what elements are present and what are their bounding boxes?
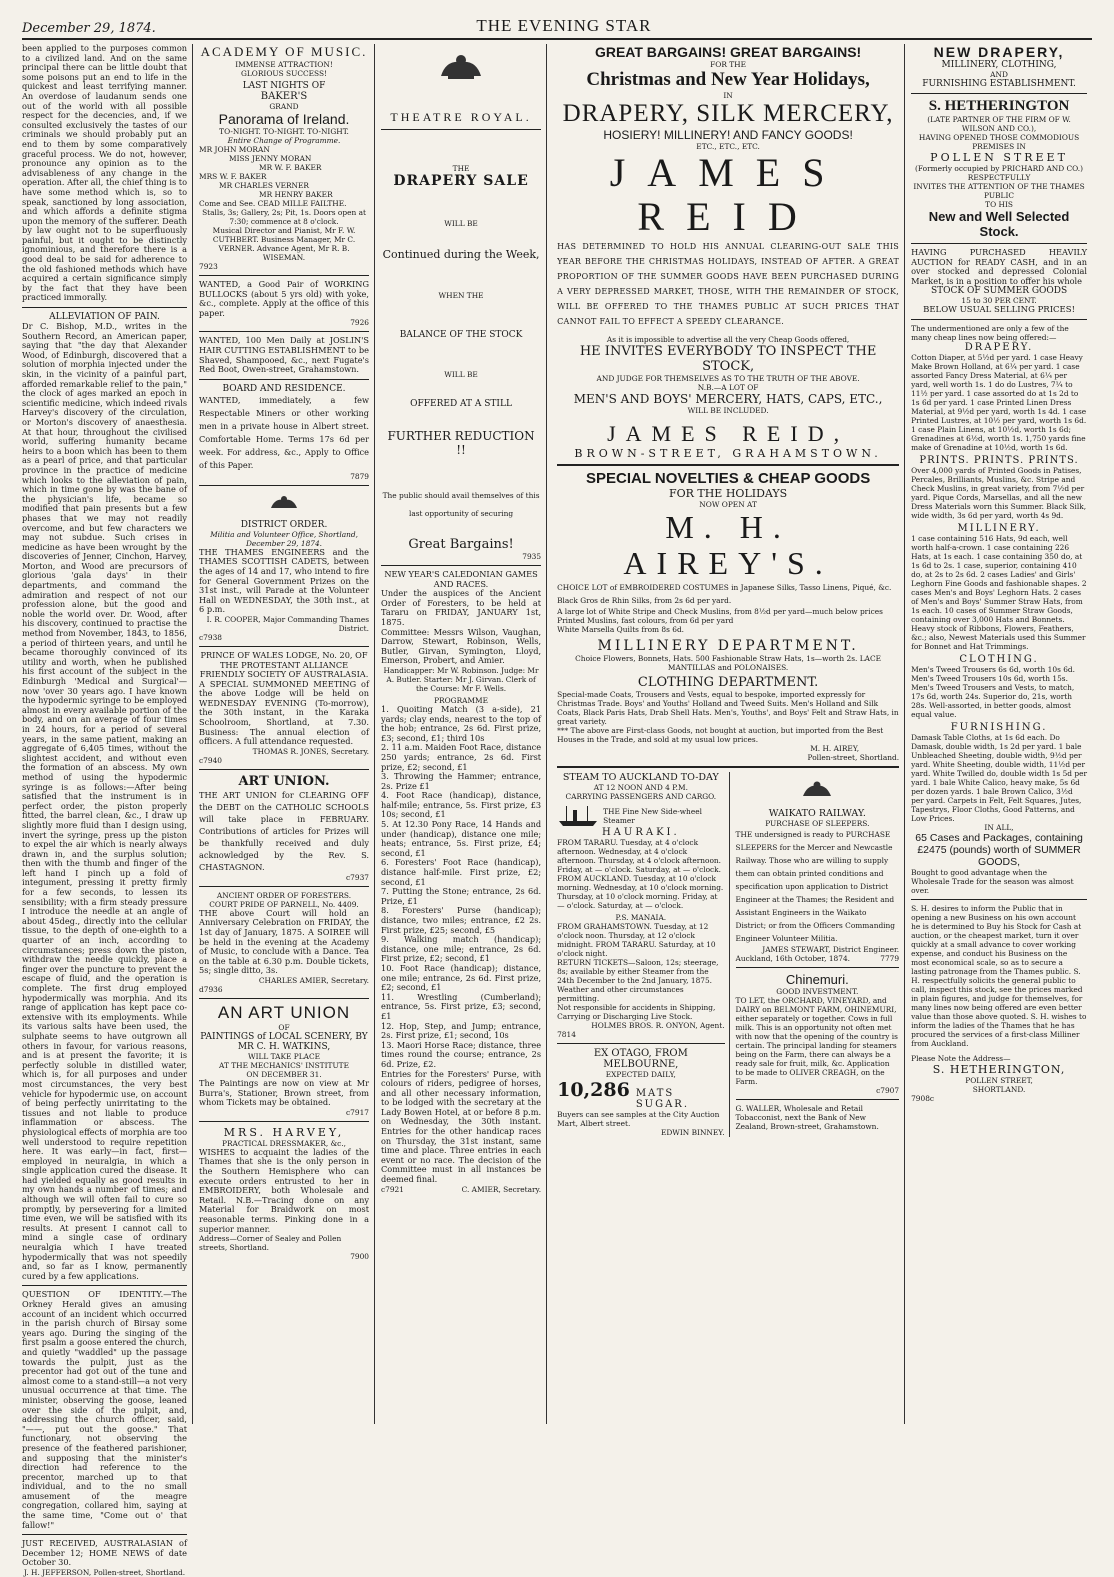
cast-member: MRS W. F. BAKER: [199, 172, 267, 181]
caledonian-signature: C. AMIER, Secretary.: [461, 1184, 542, 1194]
mercery-headline: MEN'S AND BOYS' MERCERY, HATS, CAPS, ETC.,: [573, 392, 883, 406]
pain-heading: ALLEVIATION OF PAIN.: [49, 312, 160, 323]
millinery-heading: MILLINERY DEPARTMENT.: [597, 638, 859, 654]
column-3: [381, 44, 547, 1424]
programme-list: [381, 705, 541, 1070]
special-headline: SPECIAL NOVELTIES & CHEAP GOODS: [585, 470, 871, 487]
paintings-body: The Paintings are now on view at Mr Burra's, Stationer, Brown street, from whom Tickets may be obtained.: [199, 1078, 369, 1108]
list-item: 8. Foresters' Purse (handicap); distance, two miles; entrance, £2 2s. First prize, £25; second, £5: [381, 905, 542, 935]
mats-sugar: MATS SUGAR.: [635, 1088, 690, 1110]
pain-article: Dr C. Bishop, M.D., writes in the Southern Record, an American paper, saying that "the day that Alexander Wood, of Edinburgh, discovered that a solution of morphia injected under the skin, in the vicinity of a painful part, afforded remarkable relief to the pain," the clock of ages marked an epoch in scientific medicine, which indeed rivals Harvey's discovery of the circulation, or Morton's discovery of anaesthesia. At that hour, throughout the civilised world, suffering humanity became heirs to a boon which has been to them as a pearl of price, and that particular province in the practice of medicine which looks to the alleviation of pain, which in time gone by was the bane of the physician's life, became so modified that pain presents but a few phases that we may not readily overcome, and but few characters we may not subdue. Such crises in medicine as have been wrought by the discoveries of Jenner, Cinchon, Harvey, Morton, and Wood are precursors of glorious 'gala days' in their departments, and command the admiration and respect of not our profession alone, but the good and noble the world over. Dr. Wood, after his discovery, continued to practise the method from November, 1843, to 1856, a period of thirteen years, and until he became thoroughly convinced of its utility and worth, when he published his first account of the subject in the Edinburgh 'Medical and Surgical'—now 'over 30 years ago. I have known the hypodermic syringe to be employed almost in every available portion of the body, and on an average of four times in 24 hours, for a period of several years, in the same patient, making an aggregate of 6,405 times, without the slightest accident, and without even the formation of an abscess. My own method of using the hypodermic syringe is as follows:—After being satisfied that the instrument is in perfect order, the piston properly fitted, the barrel clean, &c., I draw up slightly more fluid than I design using, invert the syringe, press up the piston to expel the air which is nearly always drawn in, and the surplus solution; then with the thumb and finger of the left hand I pinch up a fold of integument, pressing it pretty firmly for a few seconds, to lessen its sensibility; with a firm steady pressure I introduce the needle at an angle of about 45deg., directly into the cellular tissue, to the depth of one-eighth to a quarter of an inch, according to circumstances; press down the piston, withdraw the needle quickly, place a finger over the puncture to prevent the escape of fluid, and the operation is complete. The first drug employed hypodermically was morphia. And its range of application has kept pace co-extensive with its employments. While its various salts have been used, the sulphate seems to have outgrown all others in favour, for various reasons, and is at present the favorite; it is perfectly soluble in distilled water, which is, for all purposes and under most circumstances, the very best vehicle for hypodermic use, on account of being perfectly unirritating to the tissues and not liable to produce inflammation or abscess. The physiological effects of morphia are too well understood to require repetition here. It was early—in fact, first—employed in neuralgia, in which a single application cured the disease. It had yielded equally as good results in my own hands a number of times; and although we will often fail to cure so promptly, by persevering for a limited time even, we will be satisfied with its results. At present I cannot call to mind a single case of ordinary neuralgia which I have treated hypodermically that was not speedily and, so far as I know, permanently cured by a few applications.: [22, 321, 188, 1281]
chinemuri-heading: Chinemuri.: [785, 972, 849, 987]
waller-ad: G. WALLER, Wholesale and Retail Tobacconist, next the Bank of New Zealand, Brown-street, Grahamstown.: [735, 1104, 879, 1131]
bottom-ads: [557, 772, 899, 1137]
panorama-title: Panorama of Ireland.: [218, 111, 350, 127]
column-4: [553, 44, 905, 1424]
list-item: 4. Foot Race (handicap), distance, half-mile; entrance, 5s. First prize, £3 10s; second, £1: [381, 790, 542, 820]
new-drapery-heading: NEW DRAPERY,: [933, 44, 1065, 60]
bought-note: Bought to good advantage when the Wholesale Trade for the season was almost over.: [911, 868, 1074, 896]
columns: [22, 43, 1092, 1577]
list-item: 2. 11 a.m. Maiden Foot Race, distance 250 yards; entrance, 2s 6d. First prize, £2; second, £1: [381, 742, 542, 772]
pollen-st: POLLEN STREET,: [965, 1076, 1033, 1086]
not-responsible: Not responsible for accidents in Shipping, Carrying or Discharging Live Stock.: [557, 1003, 716, 1021]
for-the: FOR THE: [710, 60, 747, 69]
cast-member: MR JOHN MORAN: [199, 145, 270, 154]
prints-heading: PRINTS. PRINTS. PRINTS.: [919, 455, 1079, 467]
officials: Handicapper: Mr W. Robinson. Judge: Mr A. Butler. Starter: Mr J. Girvan. Clerk of the Course: Mr F. Wells.: [383, 665, 539, 693]
royal-crest-icon: [799, 780, 835, 800]
column-5: [911, 44, 1092, 1424]
caledonian-intro: Under the auspices of the Ancient Order of Foresters, to be held at Tararu on FRIDAY, JANUARY 1st, 1875.: [381, 588, 542, 627]
district-office: Militia and Volunteer Office, Shortland, December 29, 1874.: [210, 529, 358, 548]
last-nights: LAST NIGHTS OF: [242, 81, 326, 91]
holidays-headline: Christmas and New Year Holidays,: [586, 69, 870, 90]
prince-signature: THOMAS R. JONES, Secretary.: [252, 746, 369, 756]
choice-lot: CHOICE LOT of EMBROIDERED COSTUMES in Japanese Silks, Tasso Linens, Piqué, &c. Black Gros de Rhin Silks, from 2s 6d per yard.: [557, 583, 892, 605]
district-body: THE THAMES ENGINEERS and the THAMES SCOTTISH CADETS, between the ages of 14 and 17, who intend to fire for General Government Prizes on the 31st inst., will Parade at the Volunteer Hall on WEDNESDAY, the 30th inst., at 6 p.m.: [199, 546, 369, 615]
offered: OFFERED AT A STILL: [410, 399, 512, 409]
list-item: 13. Maori Horse Race; distance, three times round the course; entrance, 2s 6d. Prize, £2.: [381, 1039, 542, 1069]
furnishing: FURNISHING ESTABLISHMENT.: [922, 79, 1076, 89]
included-note: WILL BE INCLUDED.: [687, 406, 769, 415]
list-item: 7. Putting the Stone; entrance, 2s 6d. Prize, £1: [381, 886, 542, 906]
harvey-body: WISHES to acquaint the ladies of the Thames that she is the only person in the Southern Hemisphere who can execute orders entrusted to her in EMBROIDERY, both Wholesale and Retail. N.B.—Tracing done on any Material for Braidwork on most reasonable terms. Pinking done in a superior manner.: [199, 1146, 369, 1234]
now-open: NOW OPEN AT: [699, 500, 757, 509]
hetherington-heading: S. HETHERINGTON: [928, 98, 1070, 114]
clothing-heading: CLOTHING.: [959, 654, 1039, 666]
drapery-sale: DRAPERY SALE: [393, 173, 529, 189]
new-stock: New and Well Selected Stock.: [928, 209, 1070, 239]
mats-number: 10,286: [557, 1079, 630, 1101]
jefferson-signature: J. H. JEFFERSON, Pollen-street, Shortland.: [23, 1568, 186, 1577]
large-lot: A large lot of White Stripe and Check Muslins, from 8½d per yard—much below prices: [557, 607, 883, 616]
balance: BALANCE OF THE STOCK: [399, 330, 523, 340]
carrying: CARRYING PASSENGERS AND CARGO.: [565, 792, 717, 801]
railway-ad-column: [736, 772, 900, 1137]
ref-number: 7935: [522, 552, 542, 561]
column-2: [199, 44, 375, 1424]
staff: Musical Director and Pianist, Mr F. W. CUTHBERT. Business Manager, Mr C. VERNER. Advance Agent, Mr R. B. WISEMAN.: [212, 226, 356, 262]
ref-number: d7936: [199, 985, 223, 994]
grand: GRAND: [269, 102, 299, 111]
clothing-body: Special-made Coats, Trousers and Vests, equal to bespoke, imported expressly for Christmas Trade. Boys' and Youths' Holland and Tweed Suits. Men's Holland and Silk Coats, Black Paris Hats, Drab Shell Hats. Men's, Youths', and Boys' Felt and Straw Hats, in great variety.: [557, 690, 899, 726]
list-item: 3. Throwing the Hammer; entrance, 2s. Prize £1: [381, 771, 542, 791]
jefferson-ad: JUST RECEIVED, AUSTRALASIAN of December 12; HOME NEWS of date October 30.: [22, 1538, 188, 1568]
court-heading: COURT PRIDE OF PARNELL, No. 4409.: [209, 899, 359, 909]
art-union-body: THE ART UNION for CLEARING OFF the DEBT on the CATHOLIC SCHOOLS will take place in FEBRUARY. Contributions of articles for Prizes will be thankfully received and duly acknowledged by the Rev. S. CHASTAGNON.: [199, 789, 369, 872]
otago-heading: EX OTAGO, FROM MELBOURNE,: [593, 1048, 688, 1070]
further-reduction: FURTHER REDUCTION !!: [387, 429, 535, 457]
clothing-body: Men's Tweed Trousers 6s 6d, worth 10s 6d. Men's Tweed Trousers 10s 6d, worth 15s. Men's Tweed Trousers and Vests, to match, 17s 6d, worth 24s. Superior do, 21s, worth 28s. Well-assorted, in better goods, almost equal value.: [911, 665, 1075, 720]
shortland: SHORTLAND.: [972, 1085, 1026, 1095]
immense-attraction: IMMENSE ATTRACTION!: [235, 60, 333, 69]
marsella-quilts: White Marsella Quilts from 8s 6d.: [557, 625, 685, 634]
entire-change: Entire Change of Programme.: [227, 136, 341, 145]
informs-note: S. H. desires to inform the Public that in opening a new Business on his own account he is determined to Buy his Stock for Cash at auction, or the cheapest market, turn it over quickly at a small advance to cover working expense, and conduct his Business on the most economical scale, so as to secure a lasting patronage from the Thames public. S. H. respectfully solicits the general public to call, inspect this stock, see the prices marked in plain figures, and judge for themselves, for many lines now being offered are even better value than those above quoted. S. H. wishes to inform the ladies of the Thames that he has procured the services of a first-class Milliner from Auckland.: [911, 904, 1087, 1049]
drapery-heading: DRAPERY.: [964, 342, 1034, 354]
prince-heading: PRINCE OF WALES LODGE, No. 20, OF THE PROTESTANT ALLIANCE FRIENDLY SOCIETY OF AUSTRALASIA.: [199, 649, 369, 680]
waikato-heading: WAIKATO RAILWAY.: [768, 808, 866, 819]
academy-heading: ACADEMY OF MUSIC.: [200, 44, 368, 59]
ref-number: c7907: [876, 1086, 900, 1095]
holmes-bros: HOLMES BROS. R. ONYON, Agent.: [591, 1021, 725, 1030]
ref-number: 7926: [350, 318, 369, 328]
committee: Committee: Messrs Wilson, Vaughan, Darrow, Stewart, Robinson, Wells, Butler, Girvan, Symington, Lloyd, Emerson, Probert, and Amier.: [381, 626, 542, 666]
list-item: 6. Foresters' Foot Race (handicap), distance half-mile. First prize, £2; second, £1: [381, 857, 542, 887]
royal-crest-icon: [267, 494, 301, 512]
masthead: [22, 14, 1092, 40]
ref-number: 7879: [350, 471, 369, 481]
cast-member: MR W. F. BAKER: [259, 163, 322, 172]
etc: ETC., ETC., ETC.: [696, 142, 760, 151]
good-investment: GOOD INVESTMENT.: [776, 987, 859, 996]
list-item: 10. Foot Race (handicap); distance, one mile; entrance, 2s 6d. First prize, £2; second, £1: [381, 962, 542, 993]
expected-daily: EXPECTED DAILY,: [605, 1070, 676, 1079]
first-class-note: *** The above are First-class Goods, not bought at auction, but imported from the Best Houses in the Trade, and sold at my usual low prices.: [557, 726, 884, 744]
ref-number: 7923: [199, 262, 218, 271]
hauraki-schedule: FROM TARARU. Tuesday, at 4 o'clock afternoon. Wednesday, at 4 o'clock afternoon. Thursday, at 4 o'clock afternoon. Friday, at — o'clock. Saturday, at — o'clock. FROM AUCKLAND. Tuesday, at 10 o'clock morning. Wednesday, at 10 o'clock morning. Thursday, at 10 o'clock morning. Friday, at — o'clock. Saturday, at — o'clock.: [557, 838, 724, 910]
great-bargains: Great Bargains!: [408, 537, 514, 552]
wanted-men: WANTED, 100 Men Daily at JOSLIN'S HAIR CUTTING ESTABLISHMENT to be Shaved, Shampooed, &c., next Fugate's Red Boot, Owen-street, Grahamstown.: [199, 335, 369, 375]
respectfully: RESPECTFULLY: [967, 173, 1031, 182]
undermentioned: The undermentioned are only a few of the many cheap lines now being offered:—: [911, 324, 1069, 343]
auckland-date: Auckland, 16th October, 1874.: [735, 954, 851, 963]
steamship-icon: [557, 805, 599, 827]
wanted-bullocks: WANTED, a Good Pair of WORKING BULLOCKS (about 5 yrs old) with yoke, &c., complete. Apply at the office of this paper.: [199, 279, 369, 318]
list-item: 12. Hop, Step, and Jump; entrance, 2s. First prize, £1; second, 10s: [381, 1020, 542, 1041]
return-tickets: RETURN TICKETS—Saloon, 12s; steerage, 8s; available by either Steamer from the 24th December to the 2nd January, 1875. Weather and other circumstances permitting.: [557, 958, 719, 1003]
having-purchased: HAVING PURCHASED HEAVILY AUCTION for READY CASH, and in an over stocked and depressed Colonial Market, is in a position to offer his whole: [911, 247, 1087, 286]
public-notice: The public should avail themselves of this last opportunity of securing: [382, 491, 540, 518]
reid-address: BROWN-STREET, GRAHAMSTOWN.: [574, 447, 882, 460]
list-item: 9. Walking match (handicap); distance, one mile; entrance, 2s 6d. First prize, £2; second, £1: [381, 934, 542, 964]
list-item: 1. Quoiting Match (3 a-side), 21 yards; clay ends, nearest to the top of the hob; entrance, 2s 6d. First prize, £3; second, £1; third 10s: [381, 703, 542, 743]
caledonian-heading: NEW YEAR'S CALEDONIAN GAMES AND RACES.: [384, 569, 538, 589]
come-and-see: Come and See. CEAD MILLE FAILTHE.: [199, 199, 347, 208]
james-reid-headline: JAMES REID: [609, 150, 847, 239]
prints-body: Over 4,000 yards of Printed Goods in Patises, Percales, Brilliants, Muslins, &c. Stripe and Check Muslins, in great variety, from 7½d per yard. Pique Cords, Marsellas, and all the new Dress Materials worn this Summer. Black Silk, wide width, 3s 6d per yard, worth 4s 9d.: [911, 466, 1087, 521]
printed-muslins: Printed Muslins, fast colours, from 6d per yard: [557, 616, 734, 625]
reid-signature: JAMES REID,: [607, 421, 850, 446]
will-be: WILL BE: [444, 370, 478, 379]
foresters-heading: ANCIENT ORDER OF FORESTERS.: [216, 890, 352, 900]
great-bargains-headline: GREAT BARGAINS! GREAT BARGAINS!: [594, 44, 862, 60]
the: THE: [452, 164, 470, 173]
prince-body: A SPECIAL SUMMONED MEETING of the above Lodge will be held on WEDNESDAY EVENING (To-morrow), the 30th instant, in the Karaka Schoolroom, Shortland, at 7.30. Business: The annual election of officers. A full attendance requested.: [199, 678, 369, 747]
when-the: WHEN THE: [438, 291, 484, 300]
clothing-heading: CLOTHING DEPARTMENT.: [637, 675, 819, 690]
in: IN: [723, 91, 733, 100]
royal-crest-icon: [436, 52, 486, 82]
bakers: BAKER'S: [260, 91, 308, 102]
theatre-heading: THEATRE ROYAL.: [390, 110, 532, 124]
ref-number: c7940: [199, 755, 222, 765]
judge-note: AND JUDGE FOR THEMSELVES AS TO THE TRUTH OF THE ABOVE.: [596, 374, 860, 383]
continued: Continued during the Week,: [382, 248, 540, 261]
will-be: WILL BE: [444, 219, 478, 228]
hauraki: HAURAKI.: [601, 827, 680, 838]
cast-member: MR CHARLES VERNER: [219, 181, 309, 190]
manaia: P.S. MANAIA.: [615, 913, 667, 922]
formerly: (Formerly occupied by PRICHARD AND CO.): [915, 164, 1084, 173]
steam-heading: STEAM TO AUCKLAND TO-DAY: [562, 772, 719, 783]
of: OF: [278, 1023, 290, 1032]
art-union-heading: ART UNION.: [238, 773, 330, 789]
cast-list: [199, 145, 369, 199]
paper-title: THE EVENING STAR: [476, 16, 652, 35]
district-heading: DISTRICT ORDER.: [240, 519, 328, 530]
airey-address: Pollen-street, Shortland.: [807, 753, 900, 762]
to-his: TO HIS: [985, 200, 1013, 209]
hauraki-intro: THE Fine New Side-wheel Steamer: [603, 807, 702, 825]
board-heading: BOARD AND RESIDENCE.: [222, 383, 346, 394]
harvey-heading: MRS. HARVEY,: [223, 1125, 345, 1139]
cast-member: MR HENRY BAKER: [259, 190, 333, 199]
will-take-place: WILL TAKE PLACE: [247, 1052, 321, 1061]
harvey-address: Address—Corner of Sealey and Pollen streets, Shortland.: [199, 1234, 342, 1253]
buyers-note: Buyers can see samples at the City Auction Mart, Albert street.: [557, 1110, 720, 1128]
manaia-schedule: FROM GRAHAMSTOWN. Tuesday, at 12 o'clock noon. Thursday, at 12 o'clock midnight. FROM TARARU. Saturday, at 10 o'clock night.: [557, 922, 716, 958]
furnishing-body: Damask Table Cloths, at 1s 6d each. Do Damask, double width, 1s 2d per yard. 1 bale Unbleached Sheeting, double width, 9½d per yard. White Sheeting, double width, 11½d per yard. White Twilled do, double width 1s 5d per yard. 1 bale White Calico, heavy make, 5s 6d per dozen yards. 1 bale Brown Calico, 3½d per yard. Carpets in Felt, Felt Squares, Jutes, Tapestrys, Floor Cloths, Good Patterns, and Low Prices.: [911, 733, 1087, 824]
airey-signature: M. H. AIREY,: [810, 744, 860, 753]
millinery-heading: MILLINERY.: [957, 523, 1041, 535]
on-december: ON DECEMBER 31.: [246, 1070, 322, 1079]
and: AND: [990, 70, 1008, 79]
board-body: WANTED, immediately, a few Respectable Miners or other working men in a private house in Albert street. Comfortable Home. Terms 17s 6d per week. For address, &c., Apply to Office of this Paper.: [199, 394, 369, 470]
airey-headline: M. H. AIREY'S.: [623, 509, 833, 581]
list-item: 11. Wrestling (Cumberland); entrance, 5s. First prize, £3; second, £1: [381, 991, 542, 1021]
sleepers-heading: PURCHASE OF SLEEPERS.: [765, 819, 870, 828]
stock-summer: STOCK OF SUMMER GOODS: [930, 286, 1068, 297]
ref-number: 7908c: [911, 1094, 935, 1104]
millinery-body: Choice Flowers, Bonnets, Hats. 500 Fashionable Straw Hats, 1s—worth 2s. LACE MANTILLAS and POLONAISES.: [575, 654, 882, 672]
invites: INVITES THE ATTENTION OF THE THAMES PUBLIC: [913, 182, 1085, 200]
stewart-signature: JAMES STEWART, District Engineer.: [762, 945, 900, 954]
ref-number: c7938: [199, 632, 222, 642]
steam-time: AT 12 NOON AND 4 P.M.: [593, 783, 688, 792]
article-intro: been applied to the purposes common to a civilized land. And on the same principal there can be little doubt that some poisons put an end to life in the quickest and least terrifying manner. An overdose of laudanum sends one out of the world with all possible respect for the decencies, and, if we consulted exclusively the tastes of our criminals we should probably put an end to them by some comparatively graceful process. We do not, however, pronounce any opinion as to the advisableness of any change in the operation. After all, the chief thing is to have some method which is, so to speak, sanctioned by long association, and which affords a definite stigma upon the memory of the sufferer. Death by law ought not to be superfluously painful, but it ought to be distinctly ignominious, and therefore there is a good deal to be said for adherence to the old fashioned methods which have acquired a certain significance simply by the fact that they have been practiced immorally.: [22, 43, 188, 303]
district-signature: I. R. COOPER, Major Commanding Thames District.: [206, 614, 369, 633]
ref-number: c7917: [346, 1107, 369, 1117]
late-partner: (LATE PARTNER OF THE FIRM OF W. WILSON AND CO.),: [927, 115, 1071, 133]
millinery-body: 1 case containing 516 Hats, 9d each, well worth half-a-crown. 1 case containing 226 Hats, at 1s each. 1 case containing 350 do, at 1s 6d to 2s. 1 case, superior, containing 410 do, at 2s to 2s 6d. 2 cases Ladies' and Girls' Leghorn Fine Goods and fashionable shapes. 2 cases Men's and Boys' Leghorn Hats. 2 cases of Men's and Boys' Summer Straw Hats, from 1s each. 10 cases of Summer Straw Goods, containing over 3,000 Hats and Bonnets. Heavy stock of Ribbons, Flowers, Feathers, &c.; also, Newest Materials used this Summer for Bonnet and Hat Trimmings.: [911, 534, 1087, 652]
entries-notice: Entries for the Foresters' Purse, with colours of riders, pedigree of horses, and all other necessary information, to be lodged with the secretary at the Lady Bowen Hotel, at or before 8 p.m. on Wednesday, the 30th instant. Entries for the other handicap races on Thursday, the 31st instant, same time and place. Three entries in each event or no race. The decision of the Committee must in all instances be deemed final.: [381, 1068, 542, 1185]
glorious-success: GLORIOUS SUCCESS!: [241, 69, 328, 78]
list-item: 5. At 12.30 Pony Race, 14 Hands and under (handicap), distance one mile; heats; entrance, 5s. First prize, £4; second, £1: [381, 819, 542, 858]
furnishing-heading: FURNISHING.: [950, 722, 1048, 734]
in-all: IN ALL,: [984, 823, 1014, 833]
prices: Stalls, 3s; Gallery, 2s; Pit, 1s. Doors open at 7:30; commence at 8 o'clock.: [202, 208, 366, 226]
tonight: TO-NIGHT. TO-NIGHT. TO-NIGHT.: [219, 127, 349, 136]
an-art-union: AN ART UNION: [217, 1003, 351, 1022]
waikato-body: THE undersigned is ready to PURCHASE SLEEPERS for the Mercer and Newcastle Railway. Those who are willing to supply them can obtain printed conditions and specification upon application to District Engineer at the Thames; the Resident and Assistant Engineers in the Waikato District; or from the Officers Commanding Engineer Volunteer Militia.: [735, 830, 896, 943]
impossible-note: As it is impossible to advertise all the very Cheap Goods offered,: [606, 335, 850, 344]
harvey-sub: PRACTICAL DRESSMAKER, &c.,: [222, 1138, 347, 1148]
reid-body: HAS DETERMINED TO HOLD HIS ANNUAL CLEARING-OUT SALE THIS YEAR BEFORE THE CHRISTMAS HOLIDAYS, INSTEAD OF AFTER. A GREAT PROPORTION OF THE SUMMER GOODS HAVE BEEN PURCHASED DURING A VERY DEPRESSED MARKET, THOSE, WITH THE REMAINDER OF STOCK, WILL BE OFFERED TO THE THAMES PUBLIC AT SUCH PRICES THAT CANNOT FAIL TO EFFECT A SPEEDY CLEARANCE.: [557, 242, 900, 326]
hosiery-headline: HOSIERY! MILLINERY! AND FANCY GOODS!: [603, 128, 853, 142]
paintings: PAINTINGS of LOCAL SCENERY, BY MR C. H. WATKINS,: [200, 1032, 368, 1052]
hetherington-signature: S. HETHERINGTON,: [932, 1063, 1066, 1077]
below-prices: BELOW USUAL SELLING PRICES!: [923, 305, 1075, 316]
ref-number: 7814: [557, 1030, 576, 1039]
pollen-street: POLLEN STREET: [930, 151, 1068, 164]
court-body: THE above Court will hold an Anniversary Celebration on FRIDAY, the 1st day of January, 1875. A SOIREE will be held in the evening at the Academy of Music, to conclude with a Dance. Tea on the table at 6.30 p.m. Double tickets, 5s; single ditto, 3s.: [199, 907, 369, 976]
ref-number: c7937: [346, 872, 369, 882]
binney-signature: EDWIN BINNEY.: [660, 1128, 725, 1137]
drapery-headline: DRAPERY, SILK MERCERY,: [562, 100, 894, 127]
ref-number: c7921: [381, 1184, 404, 1194]
drapery-lines: Cotton Diaper, at 5½d per yard. 1 case Heavy Make Brown Holland, at 6¼ per yard. 1 case assorted Fancy Dress Material, at 6¼ per yard, well worth 1s. 1 do do Lustres, 7¼ to 11½ per yard. 1 case assorted do at 1s 2d to 1s 6d per yard. 1 case Printed Linen Dress Material, at 9½d per yard, worth 1s 4d. 1 case Printed Lustres, at 10½ per yard, worth 1s 6d. 1 case Plain Linens, at 10½d, worth 1s 6d; Grenadines at 6½d, worth 1s. 1,750 yards fine make of Grenadine at 10½d, worth 1s 6d.: [911, 353, 1087, 453]
having-opened: HAVING OPENED THOSE COMMODIOUS PREMISES IN: [918, 133, 1080, 151]
court-signature: CHARLES AMIER, Secretary.: [258, 976, 369, 985]
invites-headline: HE INVITES EVERYBODY TO INSPECT THE STOCK,: [579, 344, 877, 374]
please-note: Please Note the Address—: [911, 1054, 1011, 1064]
mechanics-institute: AT THE MECHANICS' INSTITUTE: [219, 1061, 350, 1070]
ref-number: 7779: [880, 954, 900, 963]
millinery-clothing: MILLINERY, CLOTHING,: [941, 60, 1057, 70]
programme-heading: PROGRAMME: [434, 695, 489, 705]
cast-member: MISS JENNY MORAN: [229, 154, 312, 163]
issue-date: December 29, 1874.: [22, 21, 156, 36]
for-holidays: FOR THE HOLIDAYS: [668, 487, 788, 500]
column-1: [22, 43, 193, 1577]
percent: 15 to 30 PER CENT.: [961, 296, 1037, 306]
cases-packages: 65 Cases and Packages, containing £2475 (pounds) worth of SUMMER GOODS,: [915, 832, 1083, 869]
steam-ad-column: [557, 772, 729, 1137]
nb-note: N.B.—A LOT OF: [697, 383, 759, 392]
identity-article: QUESTION OF IDENTITY.—The Orkney Herald gives an amusing account of an incident which occurred in the parish church of Birsay some years ago. During the singing of the first psalm a goose entered the church, and quietly "waddled" up the passage towards the pulpit, just as the precentor had got out of the tune and almost come to a stand-still—a not very unusual occurrence at that time. The minister, observing the goose, leaned over the side of the pulpit, and, addressing the church officer, said, "——, put out the goose." That functionary, not observing the presence of the feathered parishioner, and supposing that the minister's direction had reference to the precentor, marched up to that individual, and to the no small amusement of the meagre congregation, collared him, saying at the same time, "Come out o' that fallow!": [22, 1289, 188, 1530]
ref-number: 7900: [350, 1252, 369, 1262]
chinemuri-body: TO LET, the ORCHARD, VINEYARD, and DAIRY on BELMONT FARM, OHINEMURI, either separately or together. Cows in full milk. This is an opportunity not often met with now that the opening of the country is certain. The principal landing for steamers being on the Farm, there can always be a ready sale for fruit, milk, &c. Application to be made to OLIVER CREAGH, on the Farm.: [735, 996, 898, 1086]
